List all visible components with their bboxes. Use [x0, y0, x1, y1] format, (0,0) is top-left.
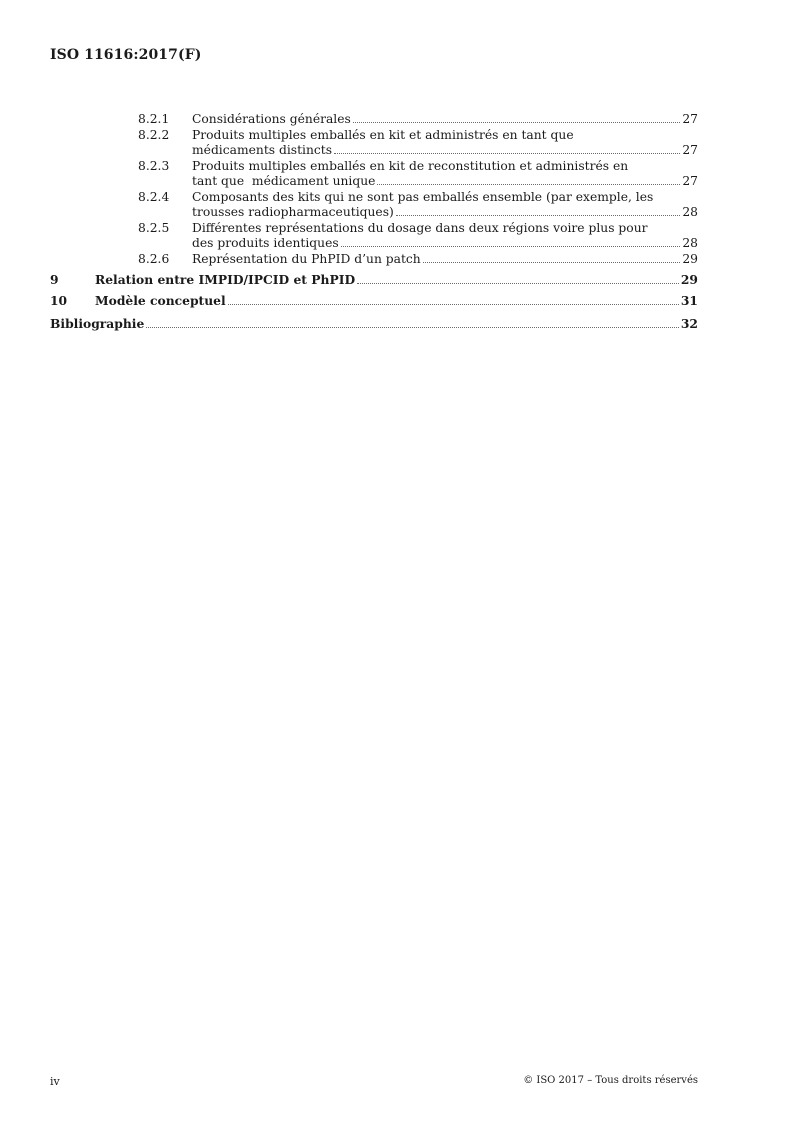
toc-entry-8-2-2[interactable]: [50, 128, 698, 158]
dot-leader: [146, 327, 679, 328]
toc-entry-title: Modèle conceptuel: [95, 293, 226, 308]
toc-entry-title: Représentation du PhPID d’un patch: [192, 252, 421, 266]
dot-leader: [334, 153, 680, 154]
toc-entry-number: 8.2.6: [138, 252, 170, 266]
dot-leader: [357, 283, 679, 284]
toc-entry-title-line: Produits multiples emballés en kit et administrés en tant que: [192, 128, 574, 142]
document-id-header: ISO 11616:2017(F): [50, 47, 202, 63]
toc-entry-page: 29: [680, 272, 698, 287]
toc-entry-page: 32: [680, 316, 698, 331]
toc-entry-title: Relation entre IMPID/IPCID et PhPID: [95, 272, 356, 287]
toc-entry-page: 31: [680, 293, 698, 308]
dot-leader: [396, 215, 680, 216]
toc-entry-8-2-5[interactable]: [50, 221, 698, 251]
toc-entry-title-line: médicaments distincts: [192, 143, 333, 157]
footer-copyright: © ISO 2017 – Tous droits réservés: [523, 1075, 698, 1086]
toc-entry-number: 10: [50, 293, 68, 308]
toc-entry-title-line: trousses radiopharmaceutiques): [192, 205, 394, 219]
toc-entry-number: 8.2.3: [138, 159, 170, 173]
table-of-contents: [50, 112, 698, 332]
dot-leader: [228, 304, 679, 305]
toc-entry-8-2-1[interactable]: [50, 112, 698, 127]
toc-entry-title: Bibliographie: [50, 316, 145, 331]
toc-entry-number: 8.2.2: [138, 128, 170, 142]
dot-leader: [377, 184, 680, 185]
toc-entry-page: 29: [682, 252, 698, 266]
toc-entry-title: Considérations générales: [192, 112, 351, 126]
toc-entry-page: 27: [682, 143, 698, 157]
toc-entry-title-line: tant que médicament unique: [192, 174, 376, 188]
toc-entry-8-2-4[interactable]: [50, 190, 698, 220]
toc-entry-number: 8.2.4: [138, 190, 170, 204]
toc-entry-page: 28: [682, 236, 698, 250]
dot-leader: [423, 262, 680, 263]
toc-entry-bibliography[interactable]: [50, 316, 698, 332]
dot-leader: [341, 246, 680, 247]
toc-entry-8-2-3[interactable]: [50, 159, 698, 189]
toc-entry-page: 27: [682, 112, 698, 126]
dot-leader: [353, 122, 680, 123]
toc-entry-title-line: Différentes représentations du dosage dans deux régions voire plus pour: [192, 221, 648, 235]
toc-entry-9[interactable]: [50, 272, 698, 288]
toc-entry-number: 8.2.5: [138, 221, 170, 235]
toc-entry-8-2-6[interactable]: [50, 252, 698, 267]
toc-entry-title-line: Produits multiples emballés en kit de reconstitution et administrés en: [192, 159, 629, 173]
toc-entry-page: 27: [682, 174, 698, 188]
toc-entry-number: 9: [50, 272, 59, 287]
toc-entry-page: 28: [682, 205, 698, 219]
toc-entry-title-line: des produits identiques: [192, 236, 339, 250]
toc-entry-title-line: Composants des kits qui ne sont pas emballés ensemble (par exemple, les: [192, 190, 654, 204]
toc-entry-10[interactable]: [50, 293, 698, 309]
footer-page-number: iv: [50, 1075, 60, 1088]
toc-entry-number: 8.2.1: [138, 112, 170, 126]
